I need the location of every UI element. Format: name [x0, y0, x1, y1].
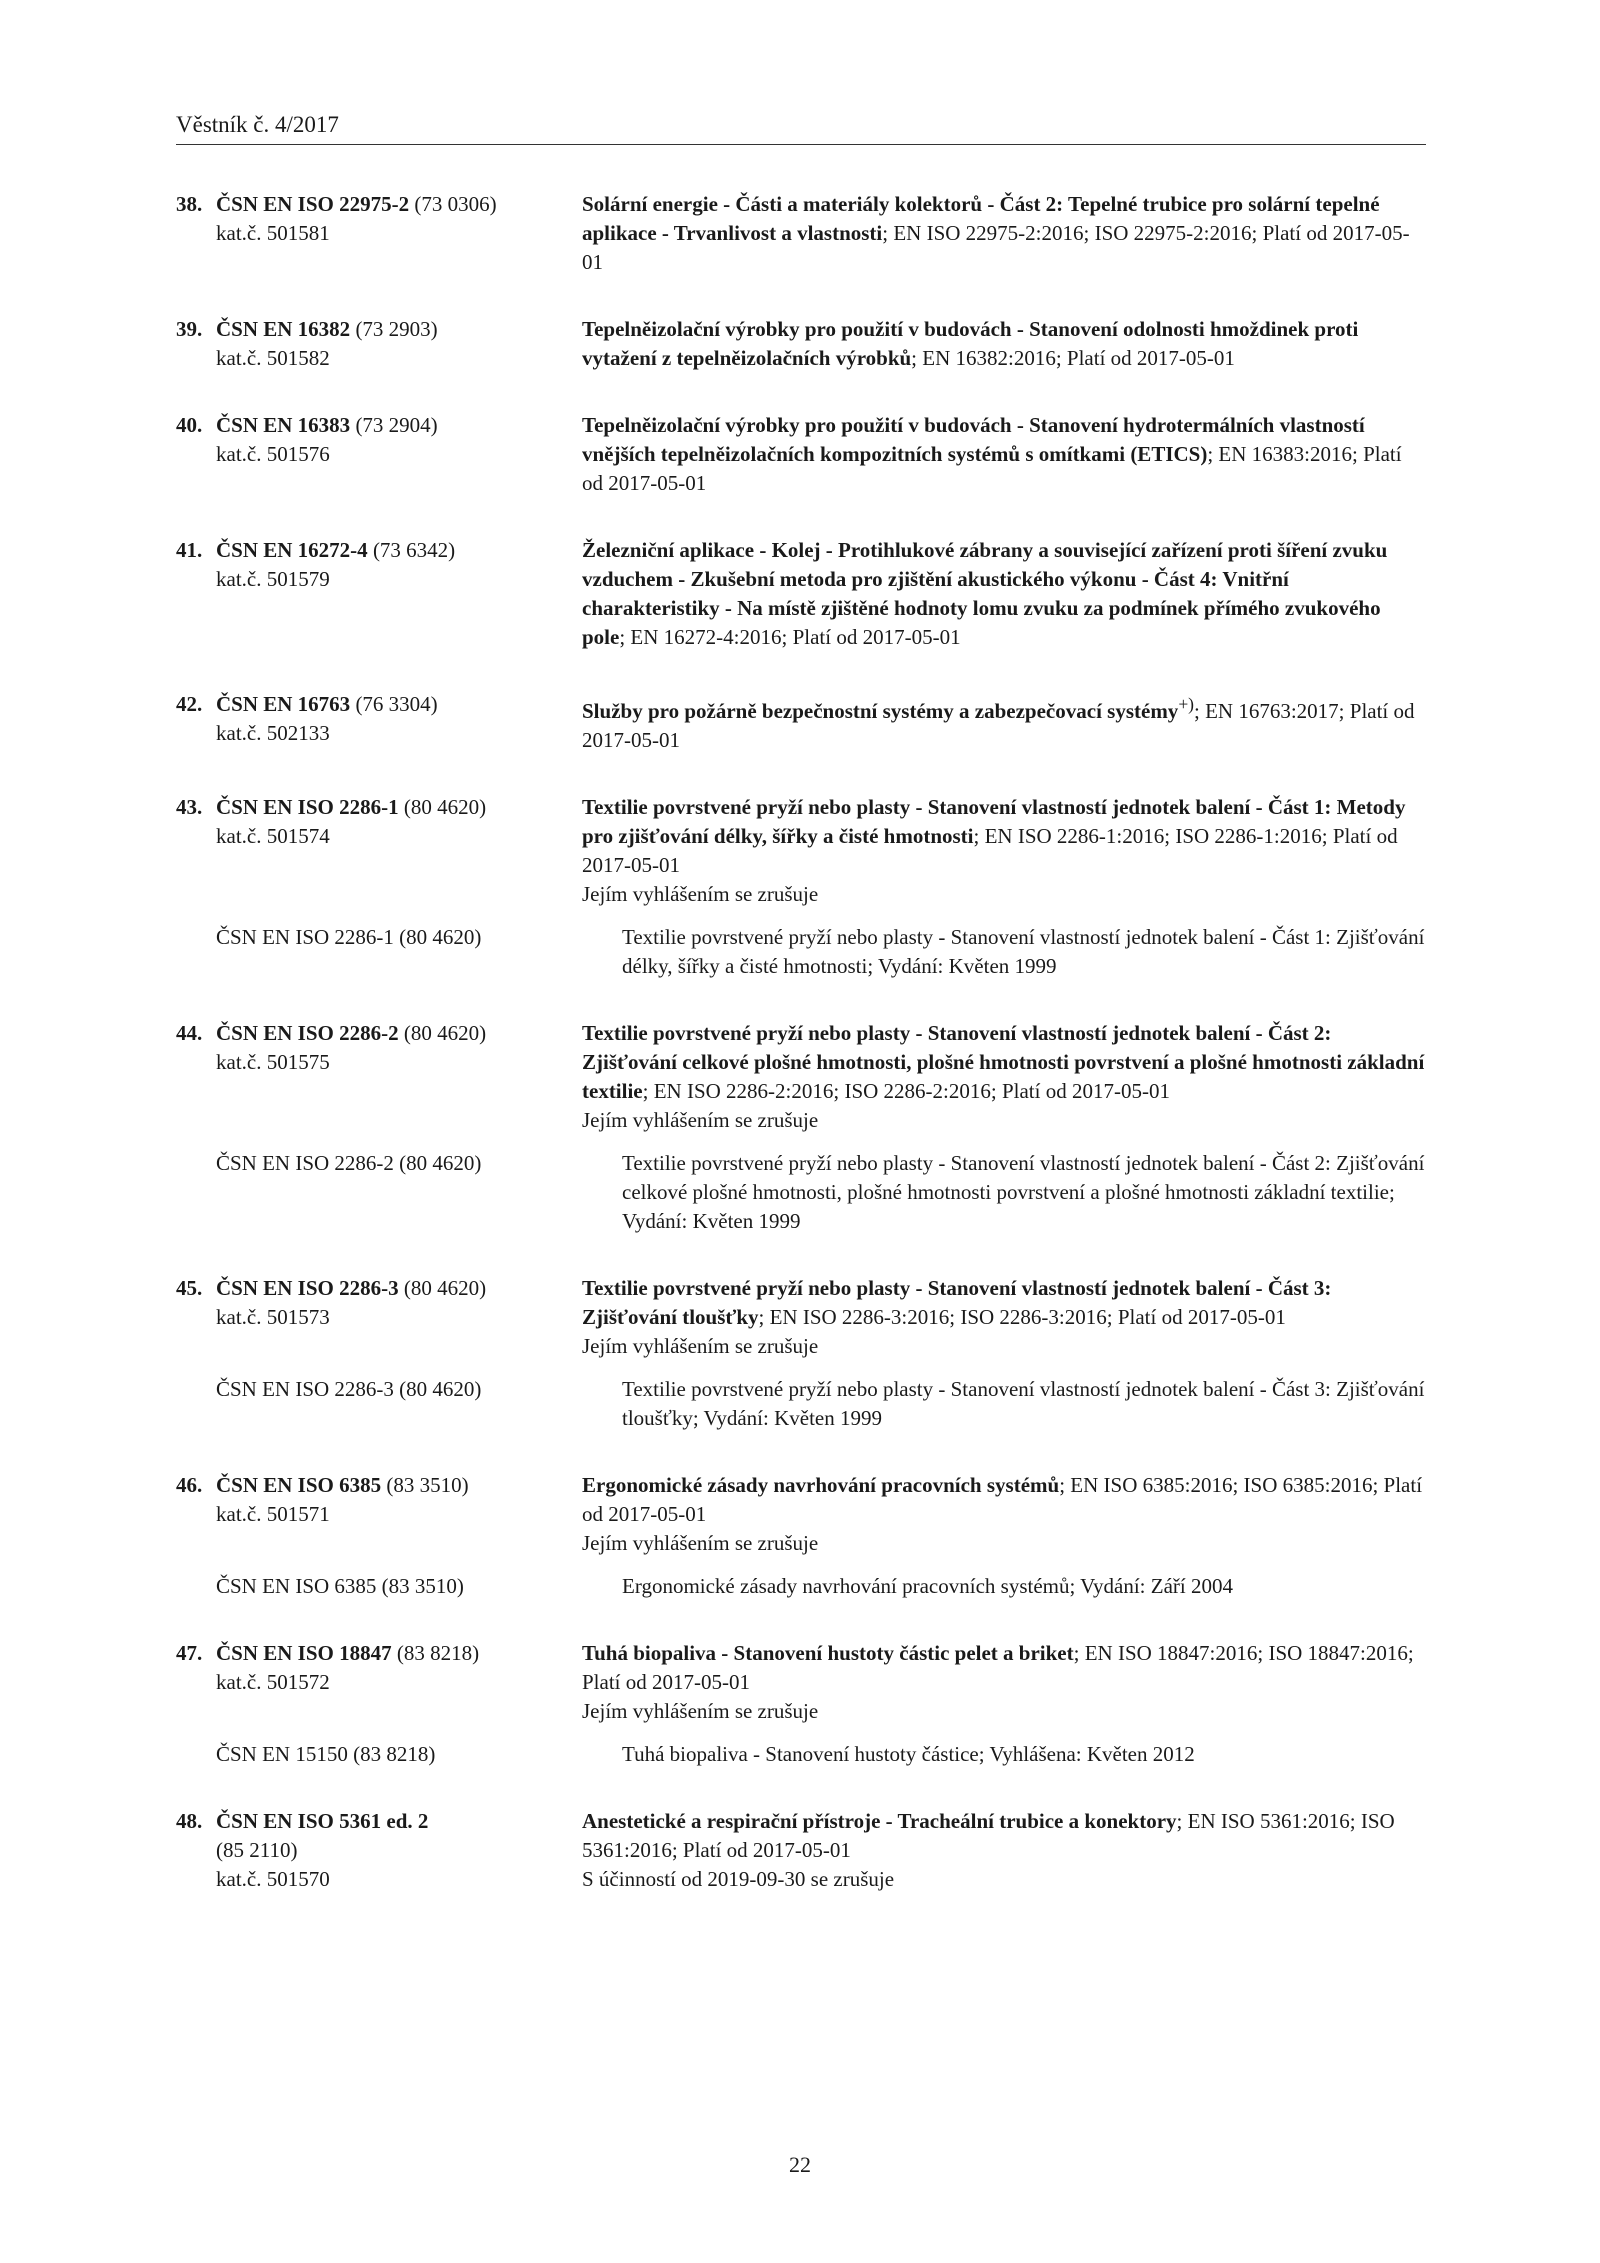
entry-description [582, 793, 1426, 909]
entry-description [582, 1019, 1426, 1135]
standard-entry [176, 190, 1426, 277]
standard-entry [176, 690, 1426, 755]
entry-description [582, 1274, 1426, 1361]
entry-description [582, 690, 1426, 755]
standard-entry [176, 1471, 1426, 1601]
entry-identifier [176, 1274, 582, 1361]
catalog-label: kat.č. [216, 1867, 262, 1891]
entry-code-line [176, 315, 582, 344]
replaced-standard-code: ČSN EN ISO 6385 (83 3510) [216, 1574, 464, 1598]
entry-text [582, 536, 1426, 652]
entry-number: 46. [176, 1473, 203, 1497]
classification-line [176, 1836, 582, 1865]
catalog-number: 501575 [266, 1050, 330, 1074]
catalog-number: 501574 [266, 824, 330, 848]
entry-main-row [176, 1019, 1426, 1135]
catalog-line [176, 719, 582, 748]
entry-number: 47. [176, 1641, 203, 1665]
catalog-number: 501572 [266, 1670, 330, 1694]
replaced-standard-row [176, 1149, 1426, 1236]
catalog-line [176, 344, 582, 373]
entry-description [582, 1807, 1426, 1894]
entry-code-line [176, 1019, 582, 1048]
entry-description [582, 411, 1426, 498]
entry-main-row [176, 1471, 1426, 1558]
repeal-note: S účinností od 2019-09-30 se zrušuje [582, 1867, 895, 1891]
catalog-number: 501570 [266, 1867, 330, 1891]
standard-title: Tepelněizolační výrobky pro použití v budovách - Stanovení hydrotermálních vlastností vnějších tepelněizolačních kompozitních systémů s omítkami (ETICS) [582, 413, 1365, 466]
catalog-line [176, 219, 582, 248]
entry-text [582, 1471, 1426, 1529]
standard-details: ; EN ISO 6385:2016; ISO 6385:2016; Platí od 2017-05-01 [582, 1473, 1423, 1526]
catalog-label: kat.č. [216, 1050, 262, 1074]
catalog-number: 501579 [266, 567, 330, 591]
entry-text [582, 411, 1426, 498]
entry-number: 41. [176, 538, 203, 562]
footnote-mark: +) [1178, 694, 1195, 714]
entry-text [582, 1807, 1426, 1865]
standard-code: ČSN EN ISO 22975-2 [216, 192, 410, 216]
entry-number: 42. [176, 692, 203, 716]
standard-title: Železniční aplikace - Kolej - Protihlukové zábrany a související zařízení proti šíření zvuku vzduchem - Zkušební metoda pro zjištění akustického výkonu - Část 4: Vnitřní charakteristiky - Na místě zjištěné hodnoty lomu zvuku za podmínek přímého zvukového pole [582, 538, 1388, 649]
standard-entry [176, 1019, 1426, 1236]
standard-code: ČSN EN ISO 2286-2 [216, 1021, 399, 1045]
catalog-label: kat.č. [216, 1502, 262, 1526]
standard-code: ČSN EN ISO 5361 ed. 2 [216, 1809, 429, 1833]
standard-code: ČSN EN 16382 [216, 317, 351, 341]
standard-code: ČSN EN 16763 [216, 692, 351, 716]
replaced-standard-row [176, 1740, 1426, 1769]
classification-code: (73 0306) [414, 192, 497, 216]
catalog-line [176, 1500, 582, 1529]
entry-main-row [176, 411, 1426, 498]
entry-code-line [176, 190, 582, 219]
repeal-note: Jejím vyhlášením se zrušuje [582, 1699, 819, 1723]
entry-main-row [176, 315, 1426, 373]
standard-details: ; EN ISO 2286-2:2016; ISO 2286-2:2016; Platí od 2017-05-01 [642, 1079, 1170, 1103]
entry-identifier [176, 1019, 582, 1135]
replaced-standard-code: ČSN EN ISO 2286-3 (80 4620) [216, 1377, 482, 1401]
replaced-standard-code: ČSN EN 15150 (83 8218) [216, 1742, 436, 1766]
catalog-label: kat.č. [216, 1305, 262, 1329]
entry-number: 40. [176, 413, 203, 437]
standard-code: ČSN EN 16272-4 [216, 538, 368, 562]
entry-identifier [176, 1471, 582, 1558]
classification-code: (73 6342) [372, 538, 456, 562]
standard-entry [176, 793, 1426, 981]
classification-code: (80 4620) [403, 795, 487, 819]
standard-details: ; EN 16272-4:2016; Platí od 2017-05-01 [619, 625, 961, 649]
entry-main-row [176, 190, 1426, 277]
entry-description [582, 315, 1426, 373]
catalog-number: 501571 [266, 1502, 330, 1526]
replaced-standard-text: Textilie povrstvené pryží nebo plasty - Stanovení vlastností jednotek balení - Část 2: Zjišťování celkové plošné hmotnosti, plošné hmotnosti povrstvení a plošné hmotnosti základní textilie; Vydání: Květen 1999 [622, 1151, 1425, 1233]
standard-title: Tepelněizolační výrobky pro použití v budovách - Stanovení odolnosti hmoždinek proti vytažení z tepelněizolačních výrobků [582, 317, 1359, 370]
entry-number: 45. [176, 1276, 203, 1300]
entry-code-line [176, 411, 582, 440]
catalog-line [176, 822, 582, 851]
standard-title: Textilie povrstvené pryží nebo plasty - Stanovení vlastností jednotek balení - Část 1: Metody pro zjišťování délky, šířky a čisté hmotnosti [582, 795, 1406, 848]
entry-code-line [176, 1471, 582, 1500]
replaced-standard-row [176, 1375, 1426, 1433]
entry-code-line [176, 690, 582, 719]
entry-identifier [176, 536, 582, 652]
replaced-standard-text: Textilie povrstvené pryží nebo plasty - Stanovení vlastností jednotek balení - Část 3: Zjišťování tloušťky; Vydání: Květen 1999 [622, 1377, 1425, 1430]
standard-entry [176, 315, 1426, 373]
catalog-number: 502133 [266, 721, 330, 745]
catalog-label: kat.č. [216, 721, 262, 745]
replaced-standard-row [176, 923, 1426, 981]
catalog-line [176, 565, 582, 594]
entry-main-row [176, 690, 1426, 755]
standard-entry [176, 536, 1426, 652]
classification-code: (85 2110) [216, 1838, 298, 1862]
standard-title: Solární energie - Části a materiály kolektorů - Část 2: Tepelné trubice pro solární tepelné aplikace - Trvanlivost a vlastnosti [582, 192, 1380, 245]
standard-code: ČSN EN ISO 2286-3 [216, 1276, 399, 1300]
catalog-line [176, 440, 582, 469]
entry-number: 43. [176, 795, 203, 819]
page-footer [0, 2150, 1600, 2179]
repeal-note: Jejím vyhlášením se zrušuje [582, 882, 819, 906]
entry-code-line [176, 1807, 582, 1836]
entry-code-line [176, 536, 582, 565]
catalog-label: kat.č. [216, 567, 262, 591]
catalog-line [176, 1303, 582, 1332]
entry-identifier [176, 1807, 582, 1894]
entry-text [582, 190, 1426, 277]
entry-text [582, 1639, 1426, 1697]
entry-identifier [176, 315, 582, 373]
entry-number: 39. [176, 317, 203, 341]
classification-code: (73 2903) [355, 317, 438, 341]
entry-description [582, 536, 1426, 652]
classification-code: (73 2904) [355, 413, 438, 437]
repeal-note: Jejím vyhlášením se zrušuje [582, 1531, 819, 1555]
classification-code: (76 3304) [355, 692, 438, 716]
catalog-label: kat.č. [216, 346, 262, 370]
entry-identifier [176, 190, 582, 277]
standard-title: Ergonomické zásady navrhování pracovních systémů [582, 1473, 1060, 1497]
entry-number: 38. [176, 192, 203, 216]
entry-description [582, 1471, 1426, 1558]
standard-entry [176, 411, 1426, 498]
entry-number: 48. [176, 1809, 203, 1833]
catalog-line [176, 1865, 582, 1894]
standard-entry [176, 1639, 1426, 1769]
standard-title: Služby pro požárně bezpečnostní systémy a zabezpečovací systémy [582, 699, 1179, 723]
standard-title: Anestetické a respirační přístroje - Tracheální trubice a konektory [582, 1809, 1177, 1833]
standard-title: Textilie povrstvené pryží nebo plasty - Stanovení vlastností jednotek balení - Část 2: Zjišťování celkové plošné hmotnosti, plošné hmotnosti povrstvení a plošné hmotnosti základní textilie [582, 1021, 1425, 1103]
catalog-label: kat.č. [216, 824, 262, 848]
standard-code: ČSN EN ISO 18847 [216, 1641, 392, 1665]
entry-main-row [176, 1807, 1426, 1894]
standard-title: Textilie povrstvené pryží nebo plasty - Stanovení vlastností jednotek balení - Část 3: Zjišťování tloušťky [582, 1276, 1332, 1329]
catalog-line [176, 1048, 582, 1077]
entry-main-row [176, 1639, 1426, 1726]
page-number: 22 [789, 2152, 811, 2177]
replaced-standard-code: ČSN EN ISO 2286-1 (80 4620) [216, 925, 482, 949]
catalog-number: 501573 [266, 1305, 330, 1329]
entry-identifier [176, 1639, 582, 1726]
standard-code: ČSN EN ISO 2286-1 [216, 795, 399, 819]
replaced-standard-row [176, 1572, 1426, 1601]
standard-details: ; EN ISO 22975-2:2016; ISO 22975-2:2016; Platí od 2017-05-01 [582, 221, 1410, 274]
catalog-label: kat.č. [216, 442, 262, 466]
entry-text [582, 690, 1426, 755]
catalog-label: kat.č. [216, 1670, 262, 1694]
catalog-label: kat.č. [216, 221, 262, 245]
entry-code-line [176, 1274, 582, 1303]
replaced-standard-code: ČSN EN ISO 2286-2 (80 4620) [216, 1151, 482, 1175]
catalog-number: 501582 [266, 346, 330, 370]
entry-code-line [176, 793, 582, 822]
entry-description [582, 1639, 1426, 1726]
catalog-number: 501581 [266, 221, 330, 245]
entry-text [582, 1019, 1426, 1106]
classification-code: (83 8218) [396, 1641, 480, 1665]
standard-details: ; EN ISO 2286-3:2016; ISO 2286-3:2016; Platí od 2017-05-01 [758, 1305, 1286, 1329]
entry-identifier [176, 690, 582, 755]
entry-identifier [176, 411, 582, 498]
standard-title: Tuhá biopaliva - Stanovení hustoty částic pelet a briket [582, 1641, 1074, 1665]
standard-entry [176, 1807, 1426, 1894]
entry-text [582, 1274, 1426, 1332]
standard-details: ; EN 16382:2016; Platí od 2017-05-01 [911, 346, 1235, 370]
standard-details: ; EN ISO 5361:2016; ISO 5361:2016; Platí od 2017-05-01 [582, 1809, 1395, 1862]
standards-list [176, 190, 1426, 1932]
classification-code: (83 3510) [386, 1473, 469, 1497]
standard-code: ČSN EN 16383 [216, 413, 351, 437]
entry-main-row [176, 536, 1426, 652]
entry-identifier [176, 793, 582, 909]
catalog-number: 501576 [266, 442, 330, 466]
entry-text [582, 315, 1426, 373]
entry-code-line [176, 1639, 582, 1668]
replaced-standard-text: Tuhá biopaliva - Stanovení hustoty částice; Vyhlášena: Květen 2012 [622, 1742, 1195, 1766]
standard-details: ; EN 16383:2016; Platí od 2017-05-01 [582, 442, 1402, 495]
replaced-standard-text: Ergonomické zásady navrhování pracovních systémů; Vydání: Září 2004 [622, 1574, 1233, 1598]
standard-entry [176, 1274, 1426, 1433]
classification-code: (80 4620) [403, 1021, 487, 1045]
entry-main-row [176, 1274, 1426, 1361]
journal-title: Věstník č. 4/2017 [176, 112, 339, 137]
entry-main-row [176, 793, 1426, 909]
standard-details: ; EN ISO 18847:2016; ISO 18847:2016; Platí od 2017-05-01 [582, 1641, 1414, 1694]
repeal-note: Jejím vyhlášením se zrušuje [582, 1108, 819, 1132]
entry-text [582, 793, 1426, 880]
standard-details: ; EN ISO 2286-1:2016; ISO 2286-1:2016; Platí od 2017-05-01 [582, 824, 1398, 877]
entry-number: 44. [176, 1021, 203, 1045]
standard-details: ; EN 16763:2017; Platí od 2017-05-01 [582, 699, 1415, 752]
page-header [176, 110, 1426, 145]
classification-code: (80 4620) [403, 1276, 487, 1300]
repeal-note: Jejím vyhlášením se zrušuje [582, 1334, 819, 1358]
replaced-standard-text: Textilie povrstvené pryží nebo plasty - Stanovení vlastností jednotek balení - Část 1: Zjišťování délky, šířky a čisté hmotnosti; Vydání: Květen 1999 [622, 925, 1425, 978]
catalog-line [176, 1668, 582, 1697]
entry-description [582, 190, 1426, 277]
standard-code: ČSN EN ISO 6385 [216, 1473, 382, 1497]
